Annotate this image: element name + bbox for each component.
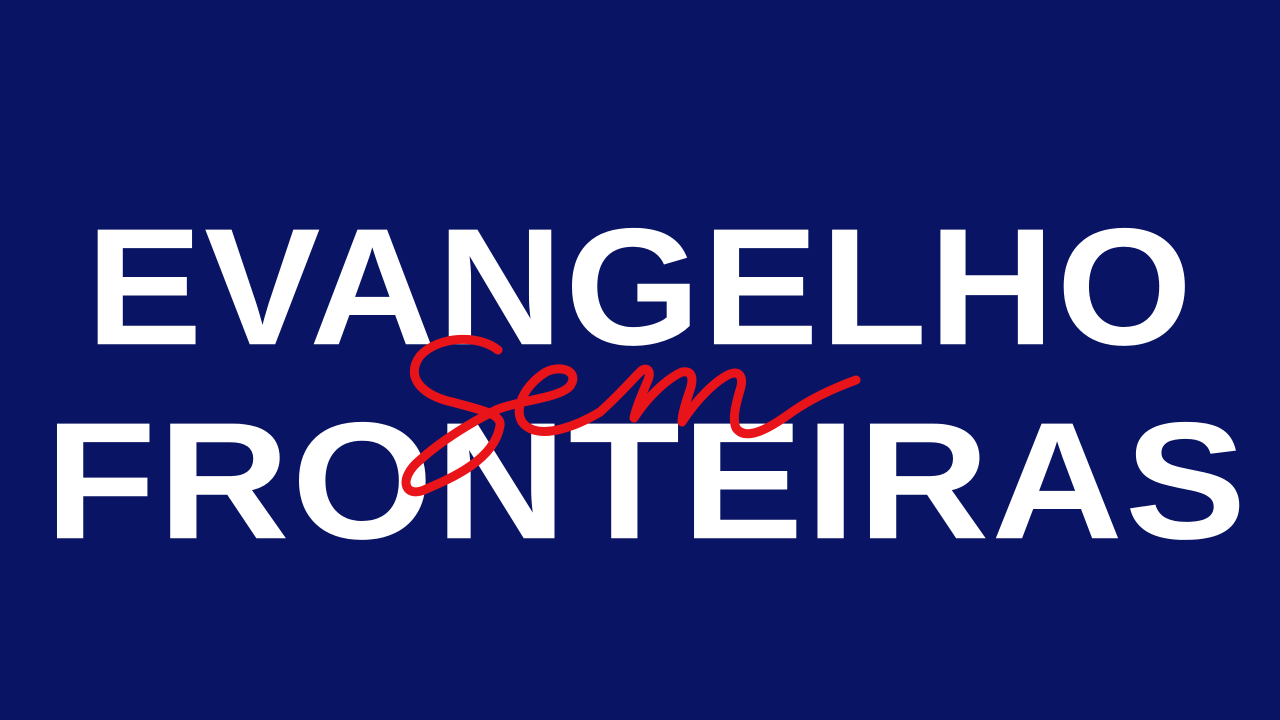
logo-script-label bbox=[0, 0, 1, 1]
logo-line-evangelho: EVANGELHO bbox=[86, 193, 1194, 380]
logo-line-fronteiras: FRONTEIRAS bbox=[44, 387, 1249, 574]
